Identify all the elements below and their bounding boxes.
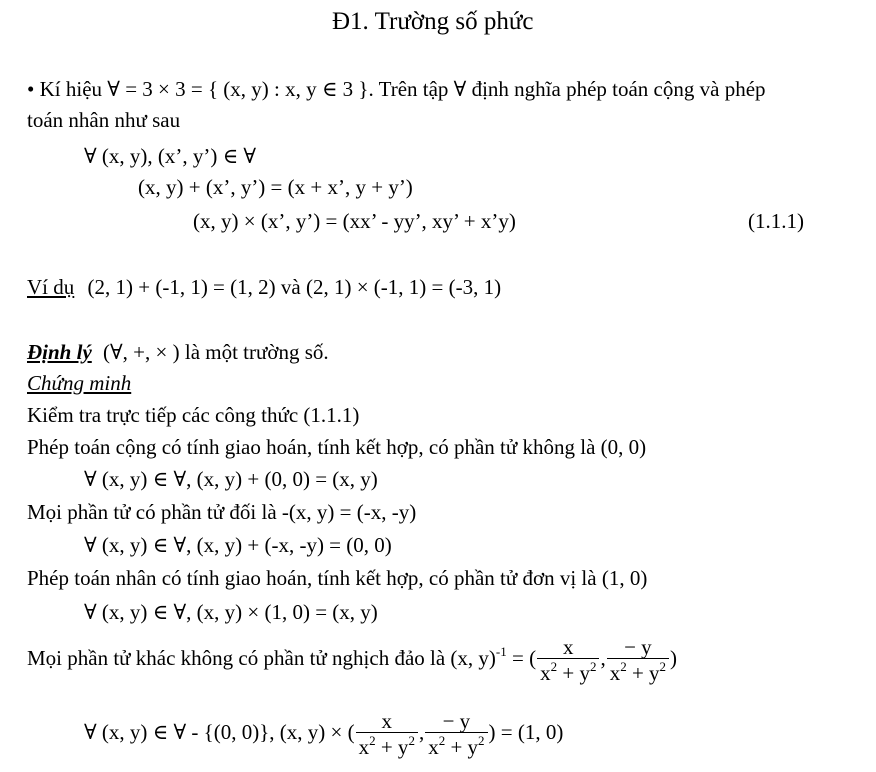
fraction-minus-y xyxy=(607,636,669,684)
proof-line-2: Phép toán cộng có tính giao hoán, tính kết hợp, có phần tử không là (0, 0) xyxy=(27,435,647,459)
addition-formula: (x, y) + (x’, y’) = (x + x’, y + y’) xyxy=(138,175,413,199)
proof-line-4: Mọi phần tử có phần tử đối là -(x, y) = (-x, -y) xyxy=(27,500,417,524)
theorem-text: (∀, +, × ) là một trường số. xyxy=(103,340,329,364)
proof-line-6: Phép toán nhân có tính giao hoán, tính kết hợp, có phần tử đơn vị là (1, 0) xyxy=(27,566,648,590)
fraction-num: x xyxy=(381,709,393,733)
quantifier-line: ∀ (x, y), (x’, y’) ∈ ∀ xyxy=(84,144,257,168)
fraction-minus-y xyxy=(425,710,487,758)
proof-label: Chứng minh xyxy=(27,371,132,395)
equation-number: (1.1.1) xyxy=(748,209,804,233)
theorem-line xyxy=(27,342,329,363)
final-prefix: ∀ (x, y) ∈ ∀ - {(0, 0)}, (x, y) × ( xyxy=(84,719,355,744)
proof-line-1: Kiểm tra trực tiếp các công thức (1.1.1) xyxy=(27,403,360,427)
fraction-num: − y xyxy=(624,635,652,659)
fraction-den: $x^2 + y^2$ xyxy=(425,732,487,758)
fraction-x xyxy=(537,636,599,684)
comma: , xyxy=(418,719,425,744)
definition-line-1 xyxy=(27,79,766,100)
inverse-eq: = ( xyxy=(506,645,537,670)
proof-line-5: ∀ (x, y) ∈ ∀, (x, y) + (-x, -y) = (0, 0) xyxy=(84,533,392,557)
final-line xyxy=(84,710,563,758)
bullet: • xyxy=(27,77,35,101)
example-text: (2, 1) + (-1, 1) = (1, 2) và (2, 1) × (-1, 1) = (-3, 1) xyxy=(87,275,502,299)
fraction-den: $x^2 + y^2$ xyxy=(537,658,599,684)
page-title: Đ1. Trường số phức xyxy=(332,8,534,35)
example-line xyxy=(27,277,501,298)
fraction-x xyxy=(356,710,418,758)
inverse-line xyxy=(27,636,677,684)
proof-line-7: ∀ (x, y) ∈ ∀, (x, y) × (1, 0) = (x, y) xyxy=(84,600,378,624)
fraction-den: $x^2 + y^2$ xyxy=(356,732,418,758)
example-label: Ví dụ xyxy=(27,275,75,299)
fraction-den: $x^2 + y^2$ xyxy=(607,658,669,684)
fraction-num: x xyxy=(563,635,574,659)
inverse-exponent: -1 xyxy=(495,643,507,659)
comma: , xyxy=(600,645,606,670)
close-paren: ) xyxy=(670,645,678,670)
inverse-text: Mọi phần tử khác không có phần tử nghịch đảo là (x, y) xyxy=(27,645,496,670)
definition-text: Kí hiệu ∀ = 3 × 3 = { (x, y) : x, y ∈ 3 }. Trên tập ∀ định nghĩa phép toán cộng và phép xyxy=(39,77,766,101)
theorem-label: Định lý xyxy=(27,340,92,364)
fraction-num: − y xyxy=(442,709,471,733)
final-suffix: ) = (1, 0) xyxy=(488,719,564,744)
definition-line-2: toán nhân như sau xyxy=(27,108,181,132)
proof-line-3: ∀ (x, y) ∈ ∀, (x, y) + (0, 0) = (x, y) xyxy=(84,467,378,491)
multiplication-formula: (x, y) × (x’, y’) = (xx’ - yy’, xy’ + x’y) xyxy=(193,209,516,233)
